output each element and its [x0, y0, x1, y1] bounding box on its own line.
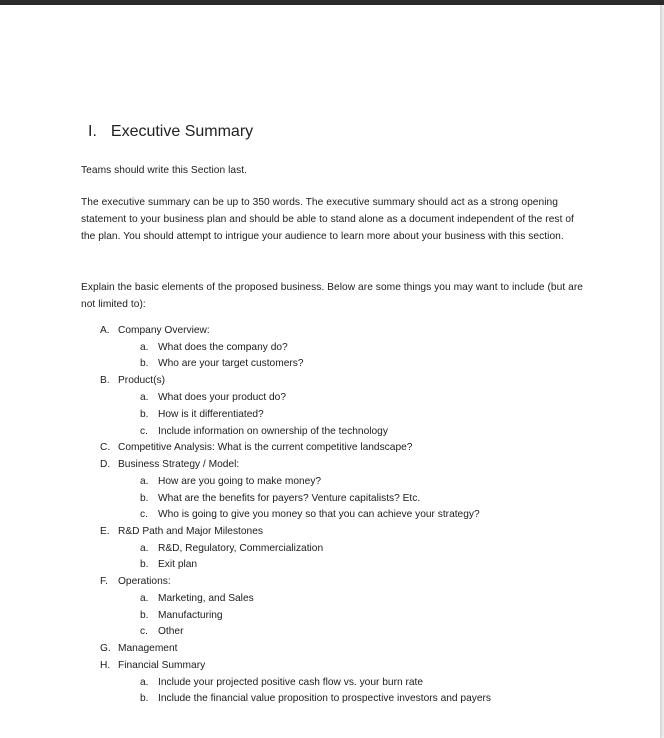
section-title: Executive Summary	[110, 123, 254, 140]
list-subitem: b. Manufacturing	[140, 610, 223, 621]
list-subitem: a. What does your product do?	[140, 392, 286, 403]
list-item: E. R&D Path and Major Milestones	[100, 526, 263, 537]
list-subitem: b. Exit plan	[140, 559, 198, 570]
list-item: F. Operations:	[100, 576, 171, 587]
list-subitem: b. What are the benefits for payers? Venture capitalists? Etc.	[140, 493, 421, 504]
list-subitem: c. Other	[140, 626, 184, 637]
intro-paragraph: Teams should write this Section last.	[81, 165, 248, 176]
list-subitem: c. Include information on ownership of the technology	[140, 426, 388, 437]
list-subitem: a. What does the company do?	[140, 342, 288, 353]
list-item: A. Company Overview:	[100, 325, 210, 336]
list-subitem: a. How are you going to make money?	[140, 476, 322, 487]
list-item: C. Competitive Analysis: What is the current competitive landscape?	[100, 442, 413, 453]
list-subitem: b. How is it differentiated?	[140, 409, 264, 420]
document-page	[0, 5, 661, 738]
list-subitem: b. Who are your target customers?	[140, 358, 304, 369]
list-item: H. Financial Summary	[100, 660, 206, 671]
list-subitem: b. Include the financial value proposition to prospective investors and payers	[140, 693, 491, 704]
instructions-paragraph: Explain the basic elements of the proposed business. Below are some things you may want to include (but are not limited to):	[81, 282, 583, 310]
list-item: B. Product(s)	[100, 375, 165, 386]
list-subitem: a. Include your projected positive cash flow vs. your burn rate	[140, 677, 424, 688]
section-number: I.	[88, 123, 97, 140]
section-heading	[88, 123, 253, 141]
list-subitem: a. Marketing, and Sales	[140, 593, 254, 604]
description-paragraph: The executive summary can be up to 350 words. The executive summary should act as a strong opening statement to your business plan and should be able to stand alone as a document independent of the rest of the plan. You should attempt to intrigue your audience to learn more about your business with this section.	[81, 197, 574, 242]
list-item: G. Management	[100, 643, 178, 654]
list-subitem: c. Who is going to give you money so that you can achieve your strategy?	[140, 509, 480, 520]
list-item: D. Business Strategy / Model:	[100, 459, 240, 470]
list-subitem: a. R&D, Regulatory, Commercialization	[140, 543, 324, 554]
